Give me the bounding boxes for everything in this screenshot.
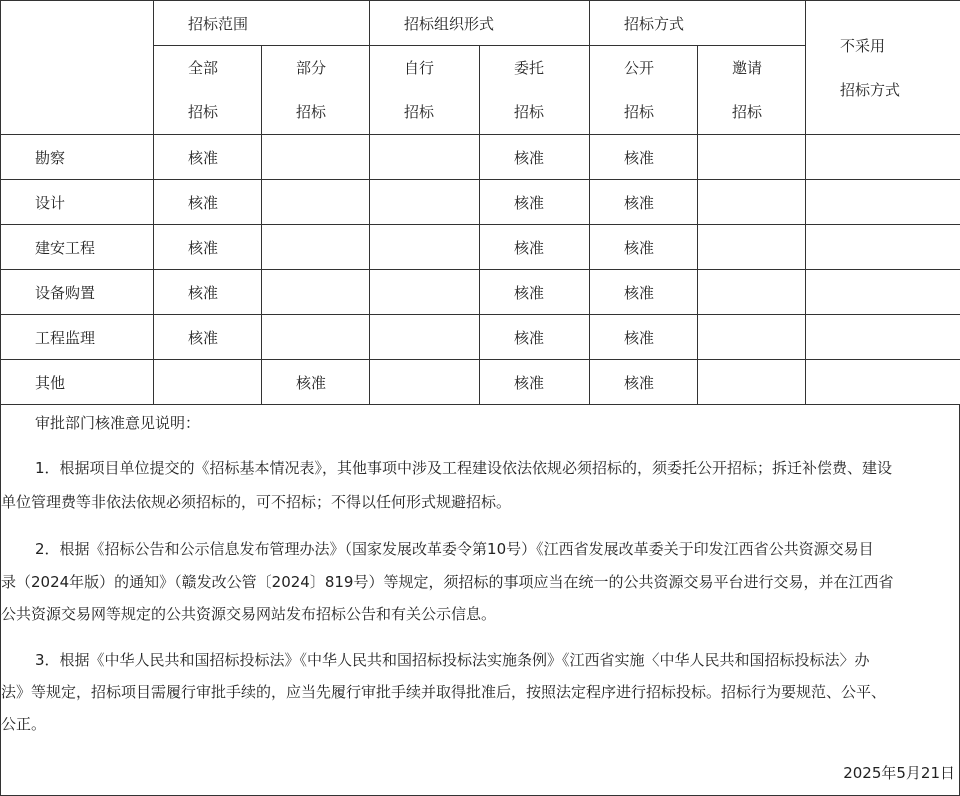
- header-scope: 招标范围: [154, 1, 370, 46]
- sub-line1: 自行: [404, 59, 435, 77]
- table-cell: 核准: [590, 135, 698, 180]
- row-label: 建安工程: [1, 225, 154, 270]
- note-1-line-2: 单位管理费等非依法依规必须招标的，可不招标；不得以任何形式规避招标。: [1, 493, 512, 511]
- header-method: 招标方式: [590, 1, 806, 46]
- table-cell: 核准: [590, 315, 698, 360]
- table-cell: [698, 180, 806, 225]
- table-cell: [262, 225, 370, 270]
- header-no-bid-line2: 招标方式: [840, 80, 901, 99]
- sub-line2: 招标: [732, 103, 763, 121]
- table-cell: 核准: [154, 135, 262, 180]
- table-cell: 核准: [154, 180, 262, 225]
- table-row: [1, 315, 960, 360]
- table-cell: 核准: [480, 180, 590, 225]
- row-label: 工程监理: [1, 315, 154, 360]
- table-cell: 核准: [154, 270, 262, 315]
- table-cell: [806, 360, 960, 405]
- table-cell: [370, 225, 480, 270]
- approval-date: 2025年5月21日: [843, 764, 955, 782]
- table-cell: 核准: [480, 360, 590, 405]
- table-cell: [370, 135, 480, 180]
- note-3-line-1: 3．根据《中华人民共和国招标投标法》《中华人民共和国招标投标法实施条例》《江西省实施〈中华人民共和国招标投标法〉办: [35, 651, 870, 669]
- table-cell: [370, 270, 480, 315]
- table-cell: [806, 225, 960, 270]
- table-cell: [806, 315, 960, 360]
- sub-line1: 邀请: [732, 59, 763, 77]
- header-sub-1: [262, 46, 370, 135]
- note-3-line-3: 公正。: [1, 715, 47, 733]
- table-cell: 核准: [262, 360, 370, 405]
- table-cell: [698, 360, 806, 405]
- note-2-line-3: 公共资源交易网等规定的公共资源交易网站发布招标公告和有关公示信息。: [1, 605, 497, 623]
- sub-line2: 招标: [624, 103, 655, 121]
- sub-line2: 招标: [404, 103, 435, 121]
- table-cell: [698, 270, 806, 315]
- corner-cell: [1, 1, 154, 135]
- note-2-line-1: 2．根据《招标公告和公示信息发布管理办法》（国家发展改革委令第10号）《江西省发展改革委关于印发江西省公共资源交易目: [35, 540, 874, 558]
- table-row: [1, 180, 960, 225]
- table-cell: 核准: [480, 135, 590, 180]
- sub-line1: 全部: [188, 59, 219, 77]
- table-cell: [370, 360, 480, 405]
- sub-line1: 公开: [624, 59, 655, 77]
- note-2-line-2: 录（2024年版）的通知》（赣发改公管〔2024〕819号）等规定，须招标的事项应当在统一的公共资源交易平台进行交易，并在江西省: [1, 573, 894, 591]
- table-body: [1, 135, 960, 405]
- header-no-bid-line1: 不采用: [840, 36, 886, 55]
- table-cell: [370, 180, 480, 225]
- table-cell: [262, 270, 370, 315]
- sub-line2: 招标: [188, 103, 219, 121]
- header-no-bid: [806, 1, 960, 135]
- note-1-line-1: 1．根据项目单位提交的《招标基本情况表》，其他事项中涉及工程建设依法依规必须招标的，须委托公开招标；拆迁补偿费、建设: [35, 459, 893, 477]
- table-cell: 核准: [154, 225, 262, 270]
- sub-line2: 招标: [514, 103, 545, 121]
- table-cell: 核准: [480, 315, 590, 360]
- table-cell: [262, 180, 370, 225]
- header-sub-5: [698, 46, 806, 135]
- table-row: [1, 135, 960, 180]
- table-row: [1, 270, 960, 315]
- table-cell: [154, 360, 262, 405]
- table-row: [1, 360, 960, 405]
- table-cell: 核准: [590, 180, 698, 225]
- sub-line1: 委托: [514, 59, 545, 77]
- header-sub-4: [590, 46, 698, 135]
- table-cell: 核准: [590, 270, 698, 315]
- header-sub-2: [370, 46, 480, 135]
- row-label: 勘察: [1, 135, 154, 180]
- table-cell: 核准: [480, 270, 590, 315]
- table-cell: [806, 270, 960, 315]
- table-cell: [806, 135, 960, 180]
- note-3-line-2: 法》等规定，招标项目需履行审批手续的，应当先履行审批手续并取得批准后，按照法定程序进行招标投标。招标行为要规范、公平、: [1, 683, 887, 701]
- table-cell: [262, 135, 370, 180]
- approval-notes: [0, 404, 960, 796]
- table-cell: 核准: [154, 315, 262, 360]
- header-sub-0: [154, 46, 262, 135]
- table-cell: 核准: [590, 360, 698, 405]
- sub-line2: 招标: [296, 103, 327, 121]
- sub-line1: 部分: [296, 59, 327, 77]
- table-cell: [698, 315, 806, 360]
- table-cell: [698, 225, 806, 270]
- table-cell: [698, 135, 806, 180]
- table-row: [1, 225, 960, 270]
- row-label: 设计: [1, 180, 154, 225]
- notes-title: 审批部门核准意见说明：: [35, 414, 201, 432]
- table-cell: [262, 315, 370, 360]
- row-label: 其他: [1, 360, 154, 405]
- table-cell: [370, 315, 480, 360]
- table-cell: 核准: [590, 225, 698, 270]
- header-org: 招标组织形式: [370, 1, 590, 46]
- header-sub-3: [480, 46, 590, 135]
- row-label: 设备购置: [1, 270, 154, 315]
- table-cell: 核准: [480, 225, 590, 270]
- table-cell: [806, 180, 960, 225]
